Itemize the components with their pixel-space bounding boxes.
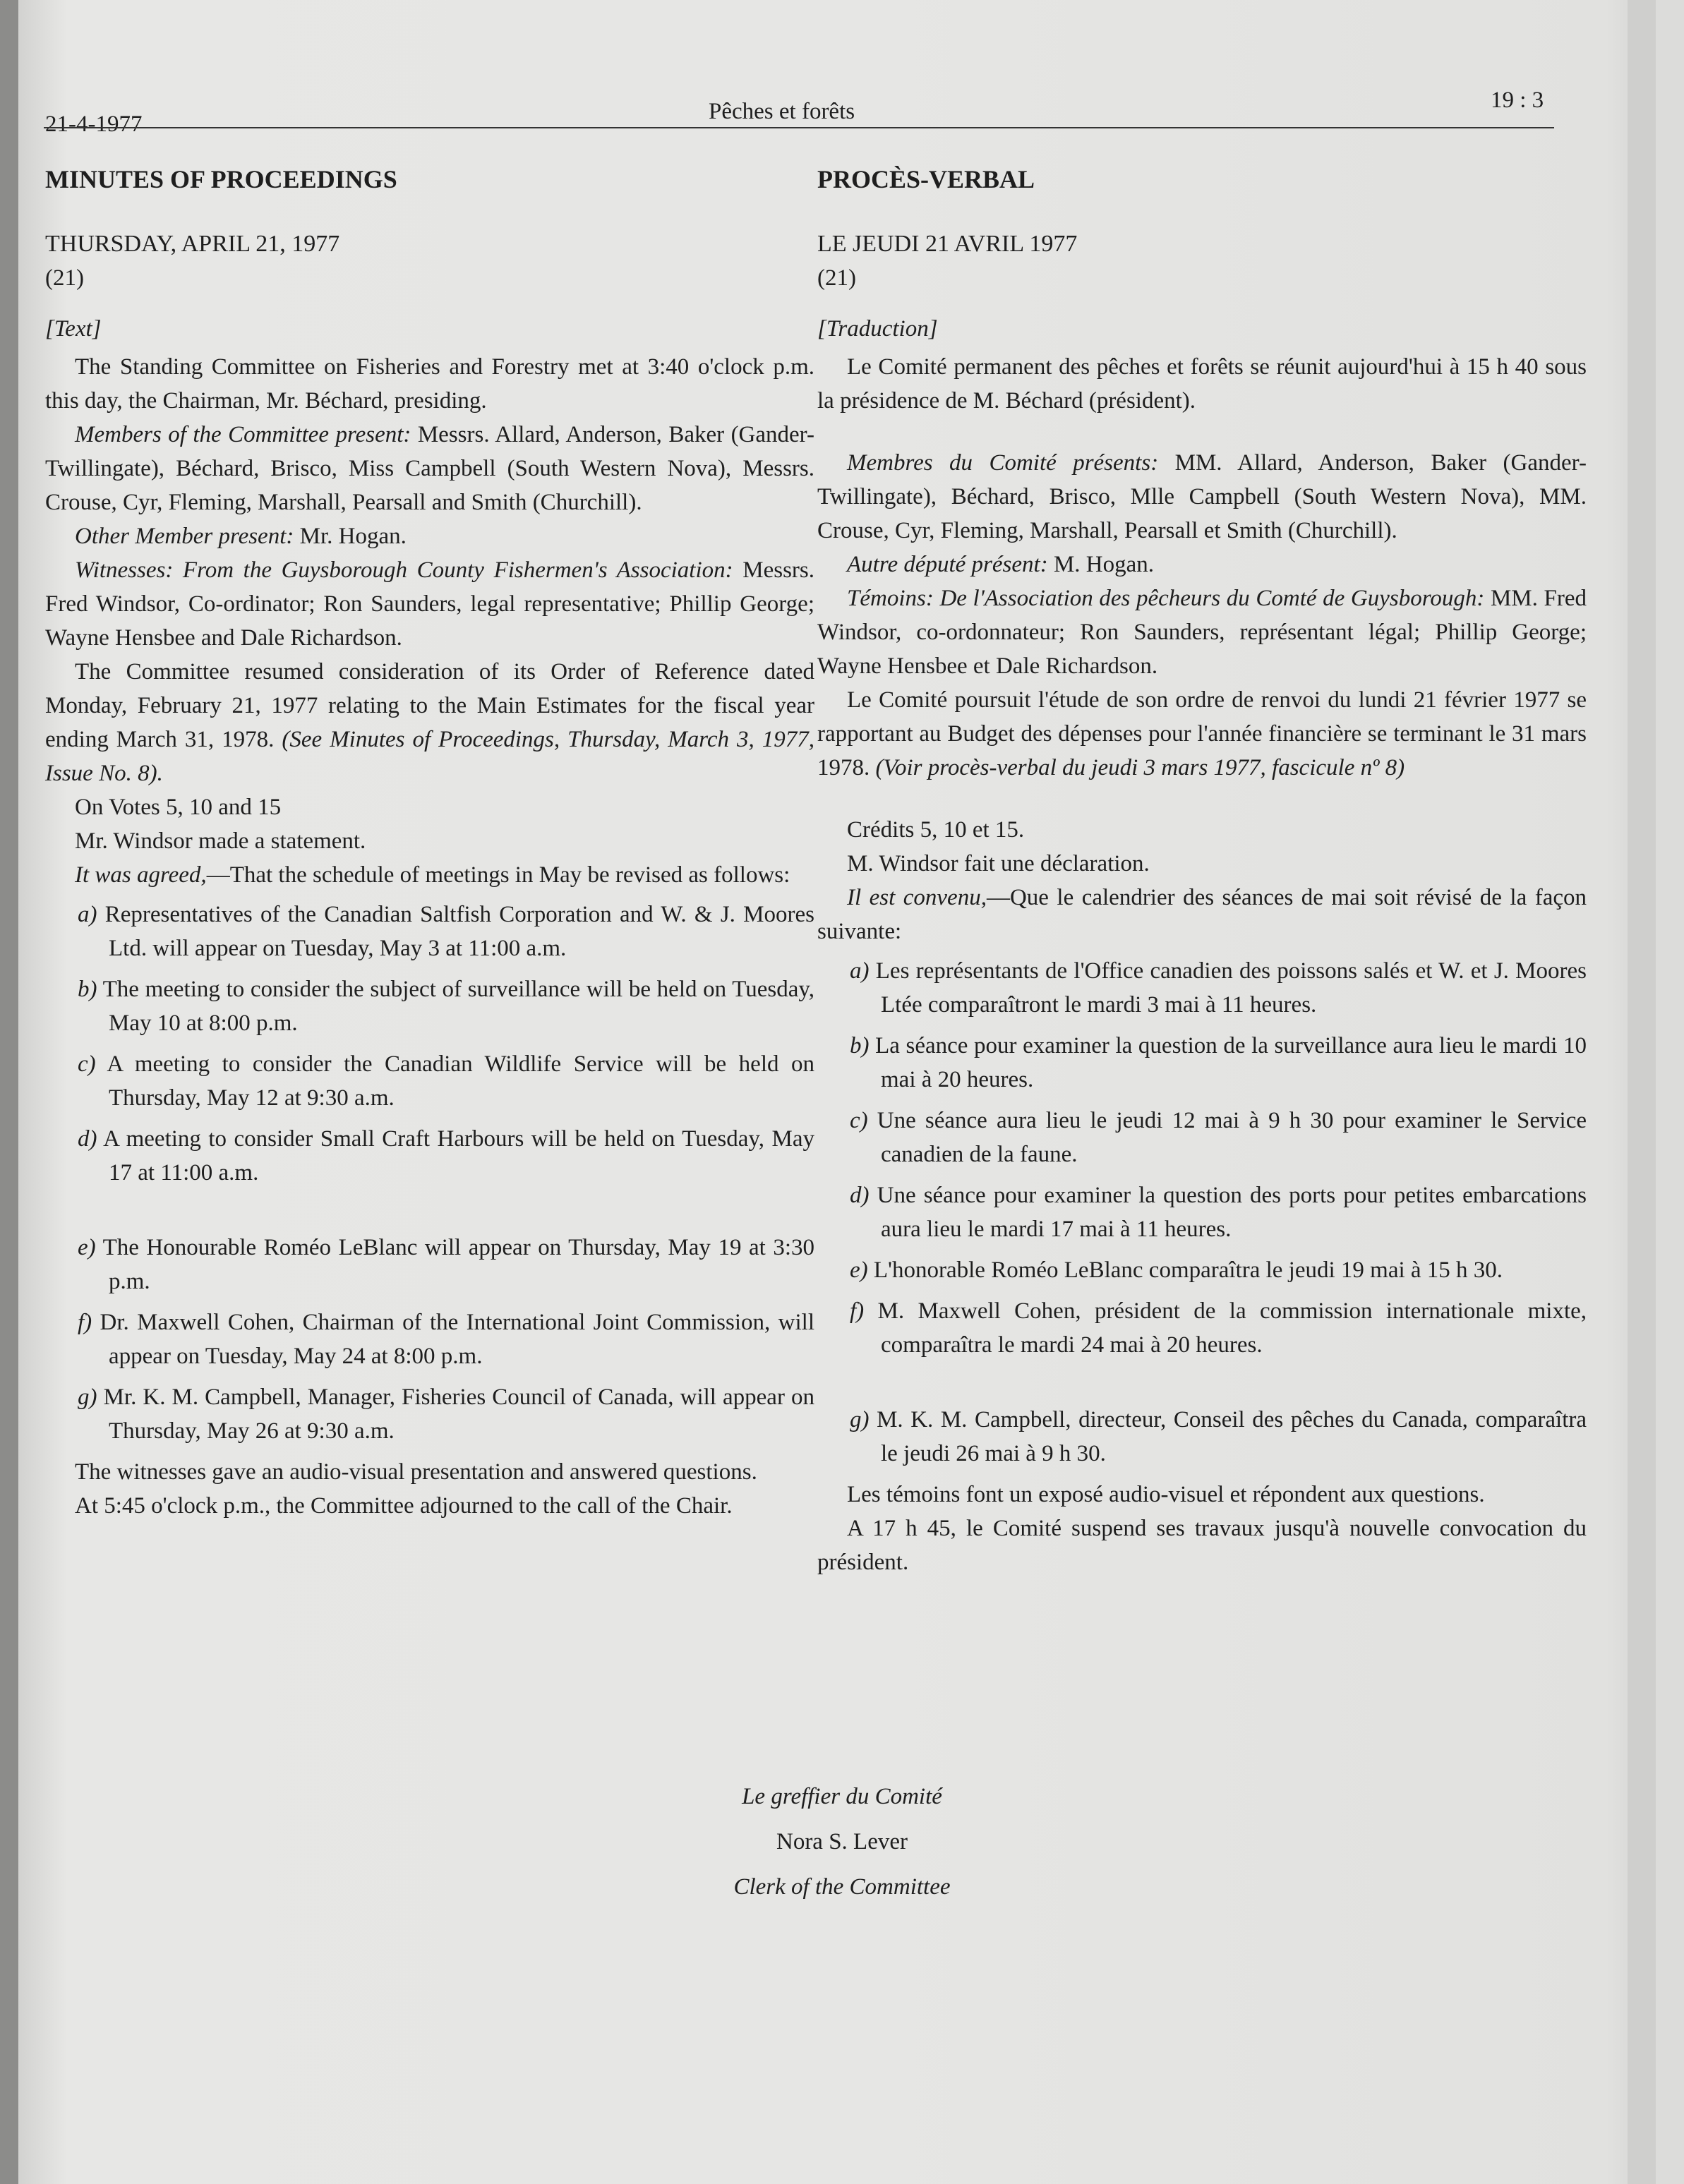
statement-line-fr: M. Windsor fait une déclaration.: [847, 851, 1150, 876]
members-paragraph-fr: [817, 446, 1587, 548]
header-rule: [44, 127, 1554, 128]
schedule-item-fr: a) Les représentants de l'Office canadien des poissons salés et W. et J. Moores Ltée comparaîtront le mardi 3 mai à 11 heures.: [850, 958, 1587, 1018]
statement-line: Mr. Windsor made a statement.: [75, 828, 366, 854]
agreed-paragraph-fr: [817, 881, 1587, 948]
other-member-label-fr: Autre député présent:: [847, 552, 1048, 577]
header-title: Pêches et forêts: [709, 99, 855, 124]
schedule-item-fr: c) Une séance aura lieu le jeudi 12 mai à 9 h 30 pour examiner le Service canadien de la faune.: [850, 1108, 1587, 1167]
minutes-title: MINUTES OF PROCEEDINGS: [45, 165, 397, 193]
agreed-text: —That the schedule of meetings in May be revised as follows:: [206, 862, 790, 888]
resumed-paragraph: [45, 655, 814, 790]
schedule-item: b) The meeting to consider the subject of surveillance will be held on Tuesday, May 10 at 8:00 p.m.: [78, 977, 814, 1036]
schedule-item-fr: b) La séance pour examiner la question de la surveillance aura lieu le mardi 10 mai à 20 heures.: [850, 1033, 1587, 1092]
members-text-fr: MM. Allard, Anderson, Baker (Gander-Twillingate), Béchard, Brisco, Mlle Campbell (South Western Nova), MM. Crouse, Cyr, Fleming, Marshall, Pearsall et Smith (Churchill).: [817, 450, 1587, 543]
translation-tag: [Traduction]: [817, 316, 938, 342]
schedule-item: d) A meeting to consider Small Craft Harbours will be held on Tuesday, May 17 at 11:00 a.m.: [78, 1126, 814, 1185]
schedule-item-fr: e) L'honorable Roméo LeBlanc comparaîtra le jeudi 19 mai à 15 h 30.: [850, 1257, 1503, 1283]
other-member-text: Mr. Hogan.: [299, 524, 407, 549]
other-member-label: Other Member present:: [75, 524, 294, 549]
members-label-fr: Membres du Comité présents:: [847, 450, 1159, 476]
resumed-text: The Committee resumed consideration of its Order of Reference dated Monday, February 21, 1977 relating to the Main Estimates for the fiscal year ending March 31, 1978.: [45, 659, 814, 752]
members-label: Members of the Committee present:: [75, 422, 411, 447]
schedule-item: e) The Honourable Roméo LeBlanc will appear on Thursday, May 19 at 3:30 p.m.: [78, 1235, 814, 1294]
header-page-number: 19 : 3: [1491, 88, 1544, 113]
opening-paragraph: The Standing Committee on Fisheries and Forestry met at 3:40 o'clock p.m. this day, the Chairman, Mr. Béchard, presiding.: [45, 354, 814, 414]
resumed-text-fr: Le Comité poursuit l'étude de son ordre de renvoi du lundi 21 février 1977 se rapportant au Budget des dépenses pour l'année financière se terminant le 31 mars 1978.: [817, 687, 1587, 780]
clerk-name: Nora S. Lever: [776, 1829, 908, 1854]
agreed-label: It was agreed,: [75, 862, 207, 888]
members-paragraph: [45, 418, 814, 519]
clerk-title-en: Clerk of the Committee: [733, 1874, 951, 1900]
witnesses-paragraph: [45, 553, 814, 655]
french-column: [817, 162, 1587, 1579]
other-member-paragraph-fr: [817, 548, 1587, 581]
witnesses-label: Witnesses: From the Guysborough County Fishermen's Association:: [75, 557, 733, 583]
schedule-item: c) A meeting to consider the Canadian Wildlife Service will be held on Thursday, May 12 at 9:30 a.m.: [78, 1051, 814, 1111]
schedule-item-fr: d) Une séance pour examiner la question des ports pour petites embarcations aura lieu le mardi 17 mai à 11 heures.: [850, 1183, 1587, 1242]
agreed-text-fr: —Que le calendrier des séances de mai soit révisé de la façon suivante:: [817, 885, 1587, 944]
meeting-day: THURSDAY, APRIL 21, 1977: [45, 231, 340, 257]
text-tag: [Text]: [45, 316, 102, 342]
meeting-number-fr: (21): [817, 265, 856, 291]
votes-line: On Votes 5, 10 and 15: [75, 795, 282, 820]
schedule-item-fr: f) M. Maxwell Cohen, président de la commission internationale mixte, comparaîtra le mardi 24 mai à 20 heures.: [850, 1298, 1587, 1358]
witnesses-label-fr: Témoins: De l'Association des pêcheurs du Comté de Guysborough:: [847, 586, 1485, 611]
adjourned-paragraph-fr: A 17 h 45, le Comité suspend ses travaux jusqu'à nouvelle convocation du président.: [817, 1516, 1587, 1575]
resumed-reference: (See Minutes of Proceedings, Thursday, March 3, 1977, Issue No. 8).: [45, 727, 814, 786]
witnesses-presentation-paragraph: The witnesses gave an audio-visual presentation and answered questions.: [75, 1459, 757, 1485]
other-member-text-fr: M. Hogan.: [1053, 552, 1155, 577]
meeting-day-fr: LE JEUDI 21 AVRIL 1977: [817, 231, 1078, 257]
members-text: Messrs. Allard, Anderson, Baker (Gander-Twillingate), Béchard, Brisco, Miss Campbell (South Western Nova), Messrs. Crouse, Cyr, Fleming, Marshall, Pearsall and Smith (Churchill).: [45, 422, 814, 515]
schedule-item: a) Representatives of the Canadian Saltfish Corporation and W. & J. Moores Ltd. will appear on Tuesday, May 3 at 11:00 a.m.: [78, 902, 814, 961]
witnesses-presentation-paragraph-fr: Les témoins font un exposé audio-visuel et répondent aux questions.: [847, 1482, 1485, 1507]
votes-line-fr: Crédits 5, 10 et 15.: [847, 817, 1025, 843]
book-binding: [0, 0, 18, 2184]
witnesses-text-fr: MM. Fred Windsor, co-ordonnateur; Ron Saunders, représentant légal; Phillip George; Wayne Hensbee et Dale Richardson.: [817, 586, 1587, 679]
proces-verbal-title: PROCÈS-VERBAL: [817, 165, 1035, 193]
witnesses-text: Messrs. Fred Windsor, Co-ordinator; Ron Saunders, legal representative; Phillip George; Wayne Hensbee and Dale Richardson.: [45, 557, 814, 651]
agreed-paragraph: [45, 858, 814, 892]
english-column: [45, 162, 814, 1523]
opening-paragraph-fr: Le Comité permanent des pêches et forêts se réunit aujourd'hui à 15 h 40 sous la présidence de M. Béchard (président).: [817, 354, 1587, 414]
page-edge: [1628, 0, 1656, 2184]
clerk-title-fr: Le greffier du Comité: [742, 1784, 942, 1809]
resumed-paragraph-fr: [817, 683, 1587, 785]
schedule-item: g) Mr. K. M. Campbell, Manager, Fisheries Council of Canada, will appear on Thursday, May 26 at 9:30 a.m.: [78, 1384, 814, 1444]
witnesses-paragraph-fr: [817, 581, 1587, 683]
schedule-item-fr: g) M. K. M. Campbell, directeur, Conseil des pêches du Canada, comparaîtra le jeudi 26 mai à 9 h 30.: [850, 1407, 1587, 1466]
adjourned-paragraph: At 5:45 o'clock p.m., the Committee adjourned to the call of the Chair.: [75, 1493, 733, 1519]
meeting-number: (21): [45, 265, 84, 291]
other-member-paragraph: [45, 519, 814, 553]
resumed-reference-fr: (Voir procès-verbal du jeudi 3 mars 1977, fascicule nº 8): [875, 755, 1405, 780]
agreed-label-fr: Il est convenu,: [847, 885, 987, 910]
header-date: 21-4-1977: [45, 111, 143, 137]
schedule-item: f) Dr. Maxwell Cohen, Chairman of the International Joint Commission, will appear on Tuesday, May 24 at 8:00 p.m.: [78, 1310, 814, 1369]
